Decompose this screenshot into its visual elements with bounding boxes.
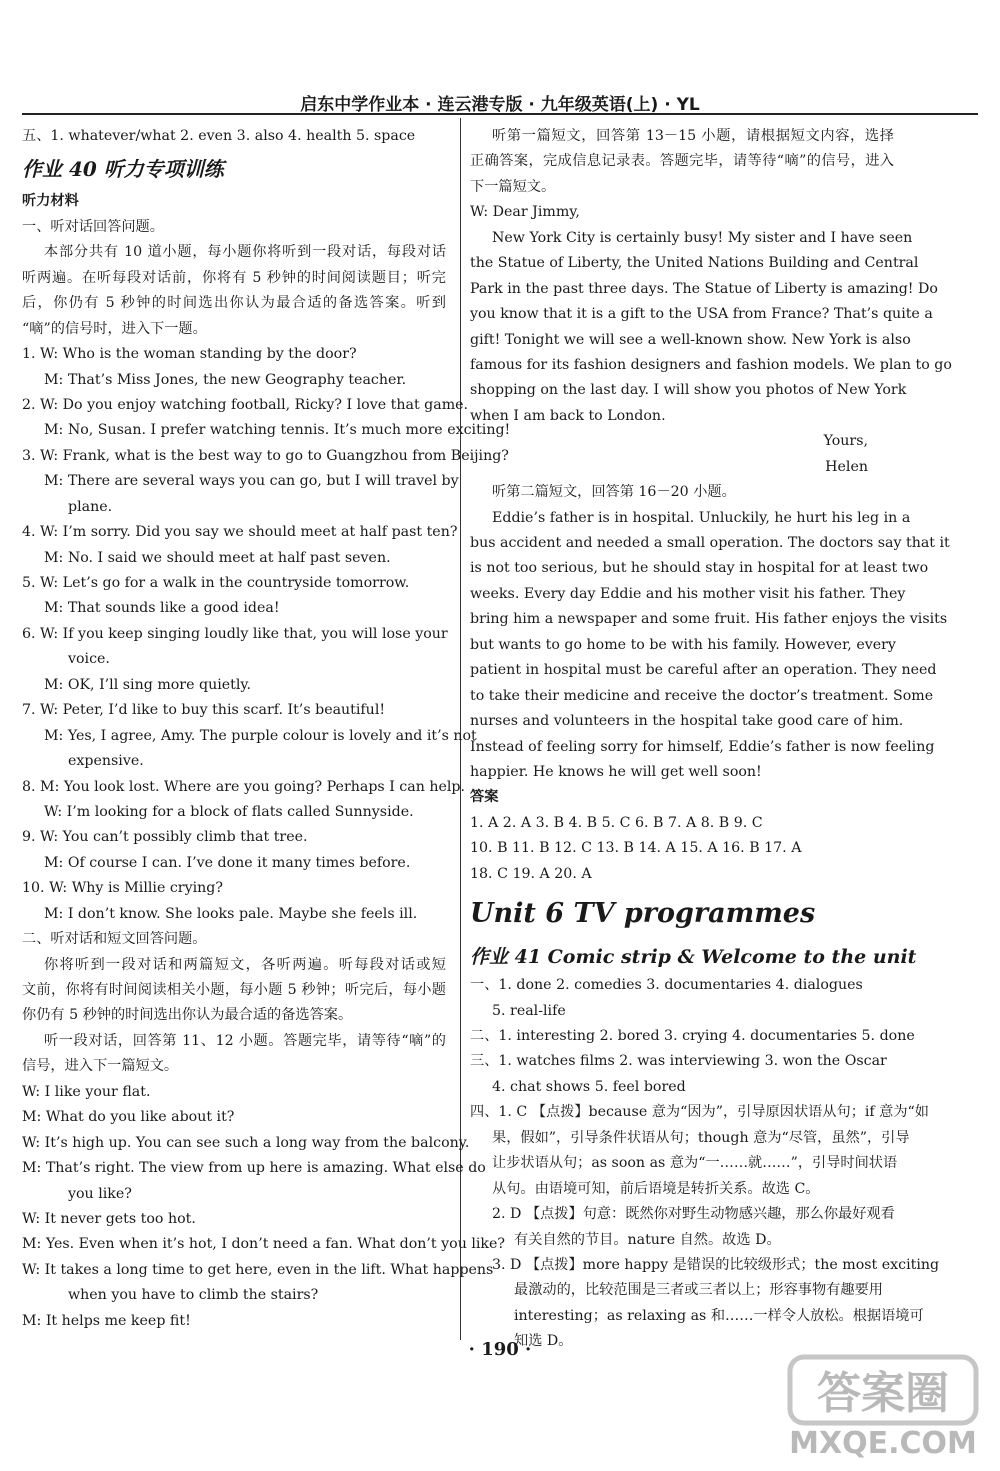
right-text-line: Unit 6 TV programmes xyxy=(470,898,816,930)
right-text-line: gift! Tonight we will see a well-known show. New York is also xyxy=(470,331,911,348)
right-text-line: 果，假如”，引导条件状语从句；though 意为“尽管，虽然”，引导 xyxy=(492,1129,910,1146)
left-text-line: M: It helps me keep fit! xyxy=(22,1312,191,1329)
right-text-line: 4. chat shows 5. feel bored xyxy=(492,1078,686,1095)
right-text-line: 从句。由语境可知，前后语境是转折关系。故选 C。 xyxy=(492,1180,820,1197)
right-text-line: 1. A 2. A 3. B 4. B 5. C 6. B 7. A 8. B 9. C xyxy=(470,814,763,831)
left-text-line: M: Of course I can. I’ve done it many times before. xyxy=(44,854,411,871)
right-text-line: 有关自然的节目。nature 自然。故选 D。 xyxy=(514,1231,781,1248)
left-text-line: M: That’s Miss Jones, the new Geography teacher. xyxy=(44,371,407,388)
right-text-line: bus accident and needed a small operation. The doctors say that it xyxy=(470,535,950,551)
right-text-line: 四、1. C 【点拨】because 意为“因为”，引导原因状语从句；if 意为“如 xyxy=(470,1104,929,1121)
right-text-line: is not too serious, but he should stay in hospital for at least two xyxy=(470,560,929,577)
header-rule xyxy=(22,113,978,115)
right-text-line: 三、1. watches films 2. was interviewing 3. won the Oscar xyxy=(470,1053,887,1070)
left-text-line: 一、听对话回答问题。 xyxy=(22,218,164,235)
left-text-line: 听力材料 xyxy=(22,193,79,210)
right-text-line: bring him a newspaper and some fruit. His father enjoys the visits xyxy=(470,611,948,628)
header-title: 启东中学作业本 · 连云港专版 · 九年级英语(上) · YL xyxy=(300,95,700,115)
left-text-line: 5. W: Let’s go for a walk in the countryside tomorrow. xyxy=(22,575,410,591)
right-text-line: interesting；as relaxing as 和……一样令人放松。根据语境可 xyxy=(514,1307,924,1324)
left-text-line: 信号，进入下一篇短文。 xyxy=(22,1058,179,1075)
right-text-line: 让步状语从句；as soon as 意为“一……就……”，引导时间状语 xyxy=(492,1155,898,1172)
running-header xyxy=(0,84,1000,114)
left-text-line: 你将听到一段对话和两篇短文，各听两遍。听每段对话或短 xyxy=(44,956,446,973)
right-text-line: 听第二篇短文，回答第 16－20 小题。 xyxy=(492,484,736,501)
right-text-line: 5. real-life xyxy=(492,1002,566,1019)
left-text-line: 文前，你将有时间阅读相关小题，每小题 5 秒钟；听完后，每小题 xyxy=(22,982,446,998)
left-text-line: 9. W: You can’t possibly climb that tree. xyxy=(22,829,308,846)
left-text-line: M: Yes. Even when it’s hot, I don’t need a fan. What don’t you like? xyxy=(22,1236,506,1253)
left-text-line: 7. W: Peter, I’d like to buy this scarf. It’s beautiful! xyxy=(22,702,386,719)
left-text-line: W: It takes a long time to get here, even in the lift. What happens xyxy=(22,1261,494,1278)
right-text-line: 最激动的，比较范围是三者或三者以上；形容事物有趣要用 xyxy=(514,1282,883,1299)
right-text-line: nurses and volunteers in the hospital take good care of him. xyxy=(470,713,904,730)
right-text-line: 18. C 19. A 20. A xyxy=(470,865,592,882)
watermark-logo-text: 答案圈 xyxy=(817,1368,949,1419)
left-text-line: M: OK, I’ll sing more quietly. xyxy=(44,676,252,693)
right-text-line: W: Dear Jimmy, xyxy=(470,204,580,221)
left-text-line: you like? xyxy=(68,1185,132,1202)
right-text-line: 答案 xyxy=(470,789,499,806)
left-text-line: 2. W: Do you enjoy watching football, Ricky? I love that game. xyxy=(22,396,469,413)
left-text-line: 1. W: Who is the woman standing by the door? xyxy=(22,346,357,363)
right-text-line: happier. He knows he will get well soon! xyxy=(470,763,762,780)
right-text-line: 2. D 【点拨】句意：既然你对野生动物感兴趣，那么你最好观看 xyxy=(492,1206,895,1223)
left-text-line: W: I’m looking for a block of flats called Sunnyside. xyxy=(44,803,414,820)
right-text-line: 正确答案，完成信息记录表。答题完毕，请等待“嘀”的信号，进入 xyxy=(470,153,894,170)
left-text-line: M: What do you like about it? xyxy=(22,1109,235,1126)
right-text-line: 作业 41 Comic strip & Welcome to the unit xyxy=(470,946,917,969)
right-text-line: 3. D 【点拨】more happy 是错误的比较级形式；the most exciting xyxy=(492,1256,940,1273)
left-text-line: 二、听对话和短文回答问题。 xyxy=(22,931,207,948)
left-text-line: 4. W: I’m sorry. Did you say we should meet at half past ten? xyxy=(22,524,458,541)
right-text-line: 听第一篇短文，回答第 13－15 小题，请根据短文内容，选择 xyxy=(492,128,894,144)
left-text-line: 3. W: Frank, what is the best way to go to Guangzhou from Beijing? xyxy=(22,447,509,464)
left-text-line: 五、1. whatever/what 2. even 3. also 4. health 5. space xyxy=(22,128,416,144)
left-text-line: 后，你仍有 5 秒钟的时间选出你认为最合适的备选答案。听到 xyxy=(22,295,446,312)
left-text-line: plane. xyxy=(68,498,113,515)
right-text-line: patient in hospital must be careful after an operation. They need xyxy=(470,662,937,679)
right-text-line: weeks. Every day Eddie and his mother visit his father. They xyxy=(470,585,906,602)
right-text-line: New York City is certainly busy! My sister and I have seen xyxy=(492,229,913,246)
right-text-line: famous for its fashion designers and fashion models. We plan to go xyxy=(470,356,952,373)
right-text-line: to take their medicine and receive the doctor’s treatment. Some xyxy=(470,687,934,704)
left-text-line: W: It’s high up. You can see such a long way from the balcony. xyxy=(22,1134,470,1151)
left-text-line: 10. W: Why is Millie crying? xyxy=(22,880,223,897)
right-text-line: 一、1. done 2. comedies 3. documentaries 4. dialogues xyxy=(470,977,863,994)
right-text-line: you know that it is a gift to the USA from France? That’s quite a xyxy=(470,306,933,323)
left-text-line: 8. M: You look lost. Where are you going? Perhaps I can help. xyxy=(22,778,466,795)
left-text-line: M: No. I said we should meet at half past seven. xyxy=(44,549,391,566)
left-text-line: 本部分共有 10 道小题，每小题你将听到一段对话，每段对话 xyxy=(44,244,446,261)
right-text-line: 下一篇短文。 xyxy=(470,178,556,195)
right-text-line: Park in the past three days. The Statue of Liberty is amazing! Do xyxy=(470,280,938,297)
right-text-line: 10. B 11. B 12. C 13. B 14. A 15. A 16. B 17. A xyxy=(470,840,802,857)
left-text-line: 6. W: If you keep singing loudly like that, you will lose your xyxy=(22,625,448,642)
left-text-line: 听一段对话，回答第 11、12 小题。答题完毕，请等待“嘀”的 xyxy=(44,1032,446,1049)
left-text-line: M: I don’t know. She looks pale. Maybe she feels ill. xyxy=(44,905,418,922)
left-text-line: M: That sounds like a good idea! xyxy=(44,600,280,617)
left-text-line: W: It never gets too hot. xyxy=(22,1210,196,1227)
watermark-logo xyxy=(788,1353,978,1463)
right-text-line: 知选 D。 xyxy=(514,1333,573,1350)
left-text-line: 作业 40 听力专项训练 xyxy=(22,157,224,182)
right-text-line: Instead of feeling sorry for himself, Eddie’s father is now feeling xyxy=(470,738,935,755)
left-text-line: M: No, Susan. I prefer watching tennis. It’s much more exciting! xyxy=(44,422,511,439)
left-text-line: “嘀”的信号时，进入下一题。 xyxy=(22,320,207,337)
left-text-line: when you have to climb the stairs? xyxy=(68,1287,319,1304)
right-text-line: Helen xyxy=(825,458,868,475)
left-text-line: M: There are several ways you can go, but I will travel by xyxy=(44,473,459,490)
left-text-line: voice. xyxy=(68,651,110,668)
right-text-line: when I am back to London. xyxy=(470,407,666,424)
left-text-line: 你仍有 5 秒钟的时间选出你认为最合适的备选答案。 xyxy=(22,1007,353,1024)
left-column xyxy=(22,124,511,1334)
right-text-line: but wants to go home to be with his family. However, every xyxy=(470,636,896,653)
right-text-line: Eddie’s father is in hospital. Unluckily, he hurt his leg in a xyxy=(492,509,911,526)
right-text-line: shopping on the last day. I will show you photos of New York xyxy=(470,382,907,399)
left-text-line: M: That’s right. The view from up here is amazing. What else do xyxy=(22,1160,486,1177)
left-text-line: W: I like your flat. xyxy=(22,1083,151,1100)
right-text-line: the Statue of Liberty, the United Nations Building and Central xyxy=(470,255,919,272)
right-text-line: Yours, xyxy=(823,433,868,450)
watermark-url: MXQE.COM xyxy=(789,1426,977,1461)
left-text-line: expensive. xyxy=(68,753,144,770)
right-text-line: 二、1. interesting 2. bored 3. crying 4. documentaries 5. done xyxy=(470,1028,915,1044)
page-number: · 190 · xyxy=(468,1339,532,1360)
left-text-line: M: Yes, I agree, Amy. The purple colour is lovely and it’s not xyxy=(44,727,477,744)
left-text-line: 听两遍。在听每段对话前，你将有 5 秒钟的时间阅读题目；听完 xyxy=(22,269,446,286)
right-column xyxy=(470,124,952,1355)
